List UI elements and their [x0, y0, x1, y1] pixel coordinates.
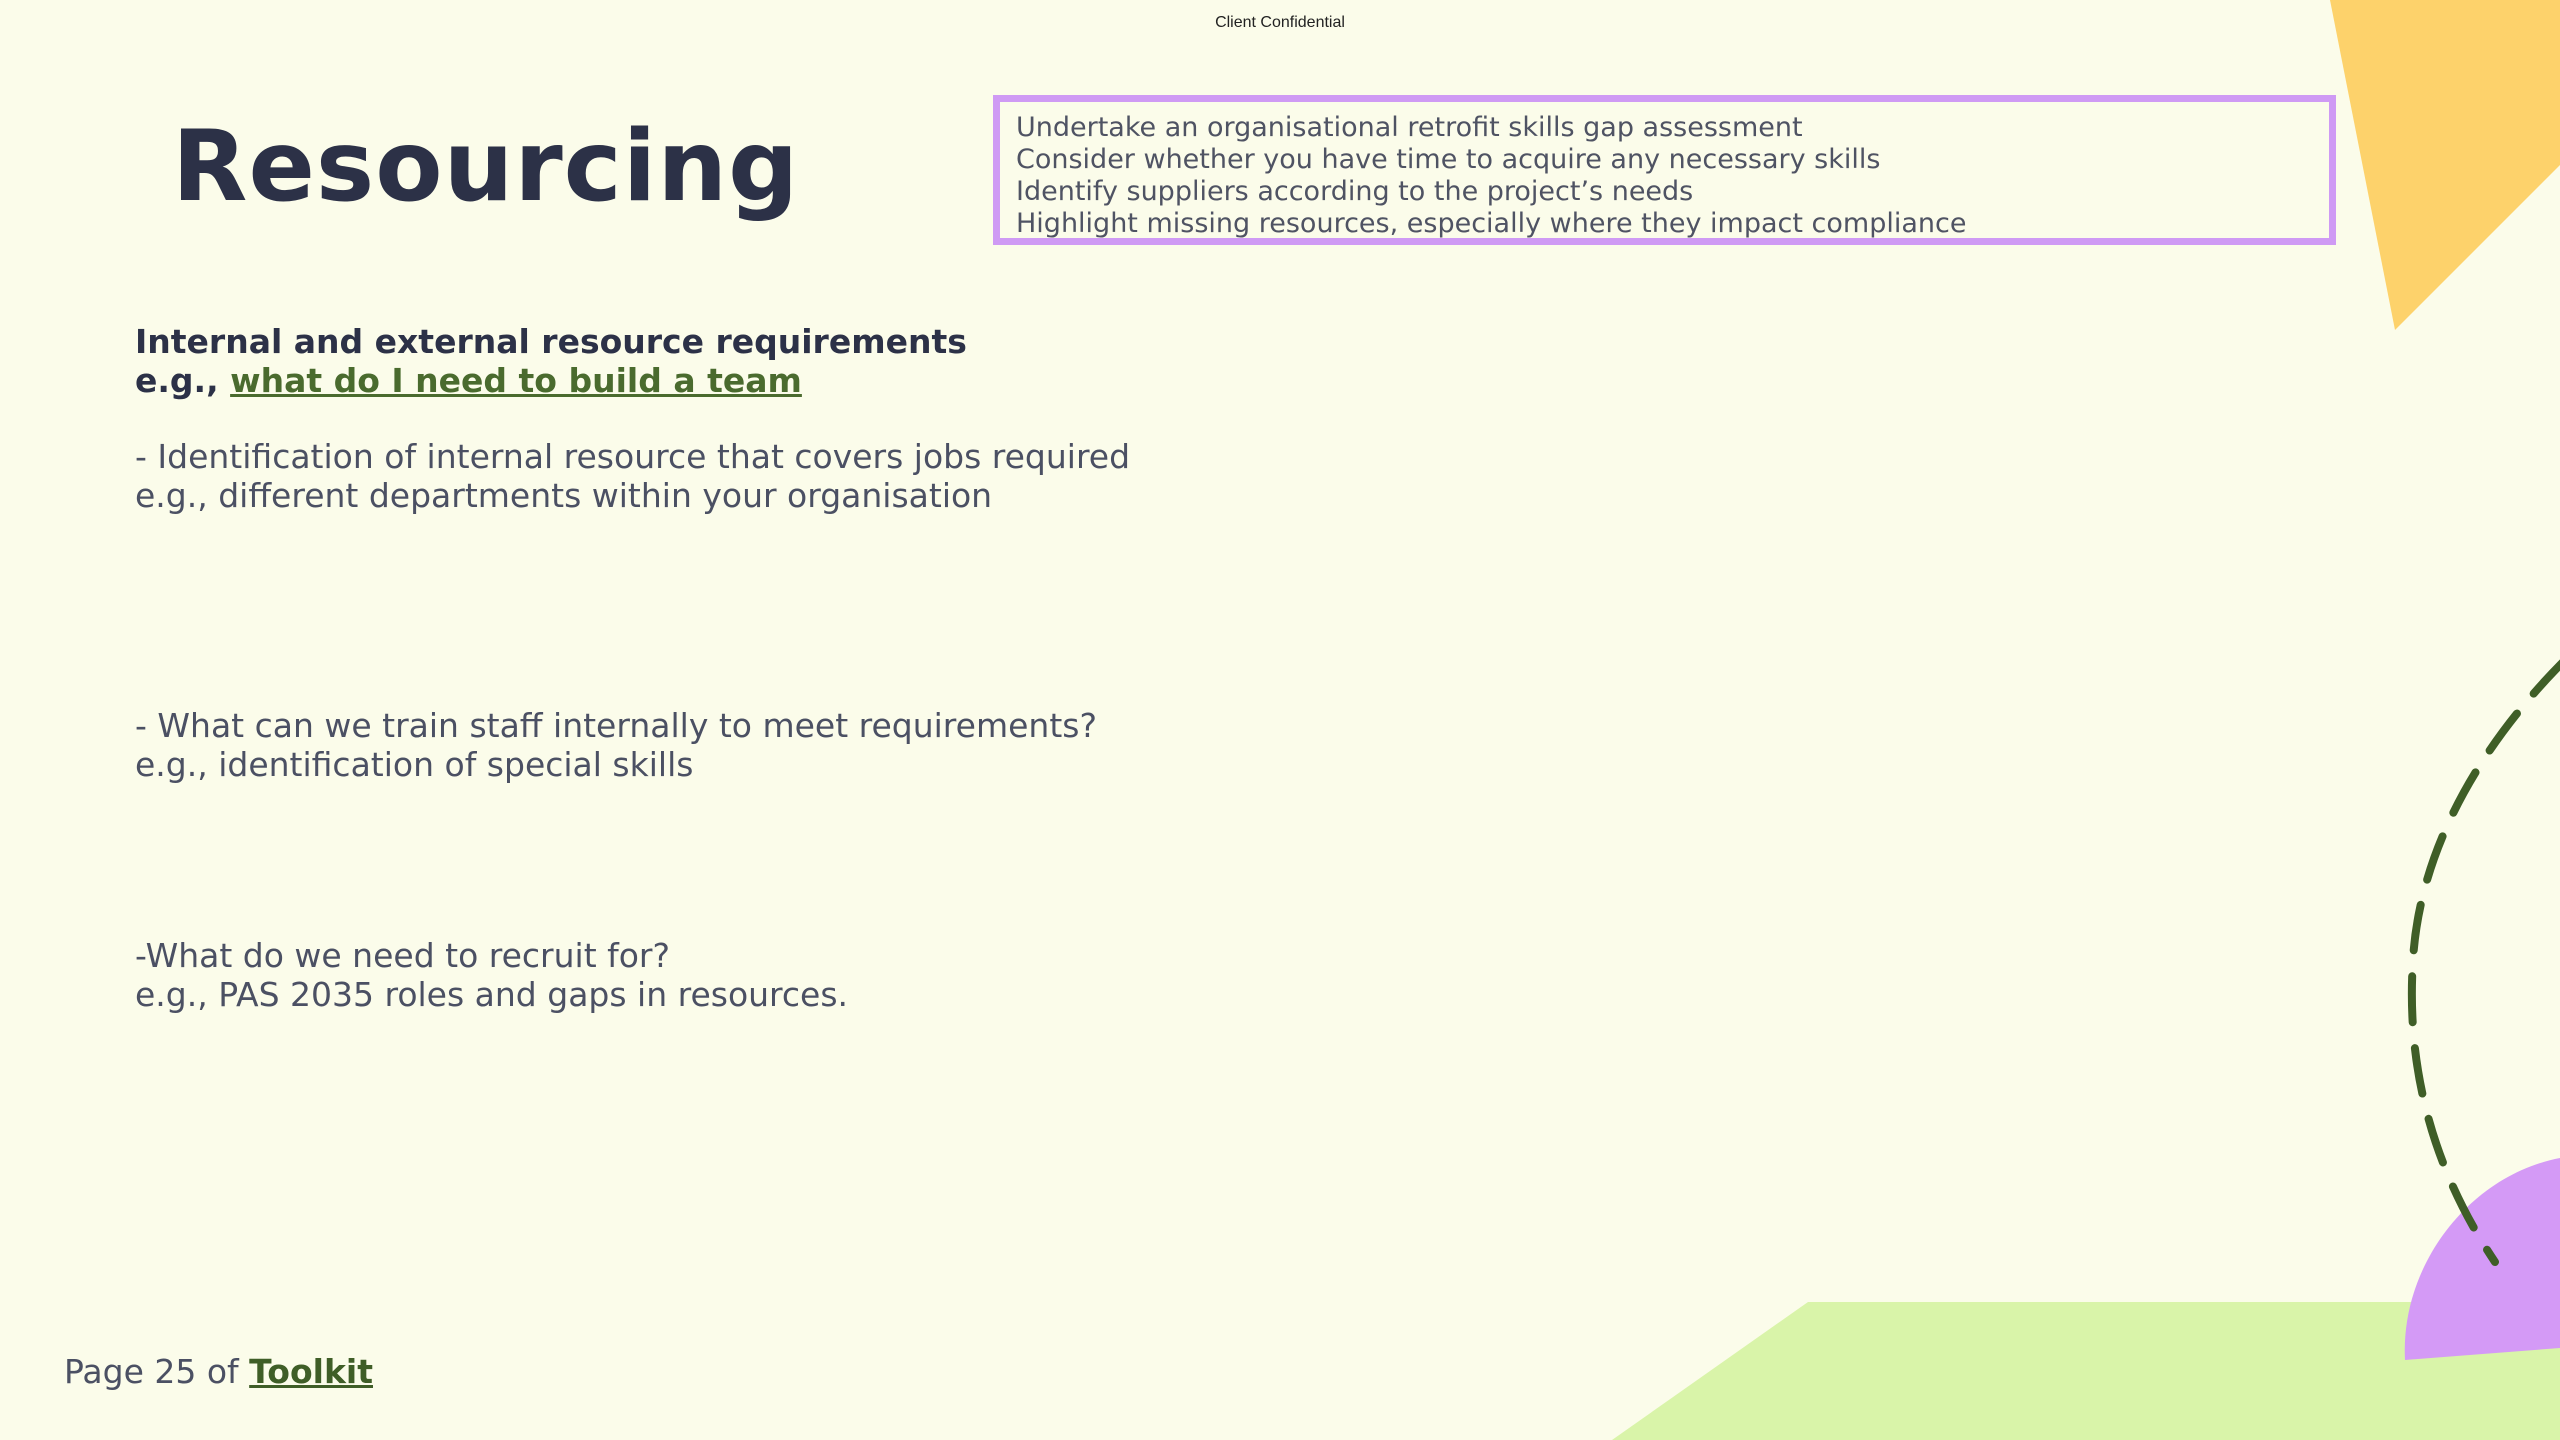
page-title: Resourcing — [172, 110, 800, 224]
list-item-line: -What do we need to recruit for? — [135, 936, 671, 975]
dashed-arc-decoration — [2412, 660, 2560, 1262]
callout-line: Highlight missing resources, especially where they impact compliance — [1016, 208, 1967, 239]
list-item — [135, 936, 848, 1014]
list-item-example: e.g., different departments within your organisation — [135, 476, 993, 515]
eg-prefix: e.g., — [135, 361, 231, 400]
section-subheading — [135, 361, 967, 400]
section-heading-block — [135, 322, 967, 400]
callout-line: Undertake an organisational retrofit skills gap assessment — [1016, 112, 1803, 143]
callout-line: Identify suppliers according to the project’s needs — [1016, 176, 1694, 207]
toolkit-link[interactable]: Toolkit — [249, 1352, 373, 1391]
list-item-example: e.g., identification of special skills — [135, 745, 694, 784]
callout-box — [993, 95, 2336, 245]
page-number-text: Page 25 of — [64, 1352, 250, 1391]
purple-shape-decoration — [2405, 1158, 2560, 1360]
list-item-line: - Identification of internal resource that covers jobs required — [135, 437, 1131, 476]
page-footer — [64, 1352, 373, 1391]
callout-line: Consider whether you have time to acquire any necessary skills — [1016, 144, 1881, 175]
section-heading: Internal and external resource requirements — [135, 322, 967, 361]
list-item — [135, 437, 1130, 515]
yellow-triangle-decoration — [2330, 0, 2560, 330]
list-item — [135, 706, 1097, 784]
list-item-example: e.g., PAS 2035 roles and gaps in resources. — [135, 975, 849, 1014]
list-item-line: - What can we train staff internally to meet requirements? — [135, 706, 1097, 745]
confidential-label: Client Confidential — [1215, 14, 1345, 31]
build-team-link[interactable]: what do I need to build a team — [230, 361, 802, 400]
green-shape-decoration — [1612, 1302, 2560, 1440]
